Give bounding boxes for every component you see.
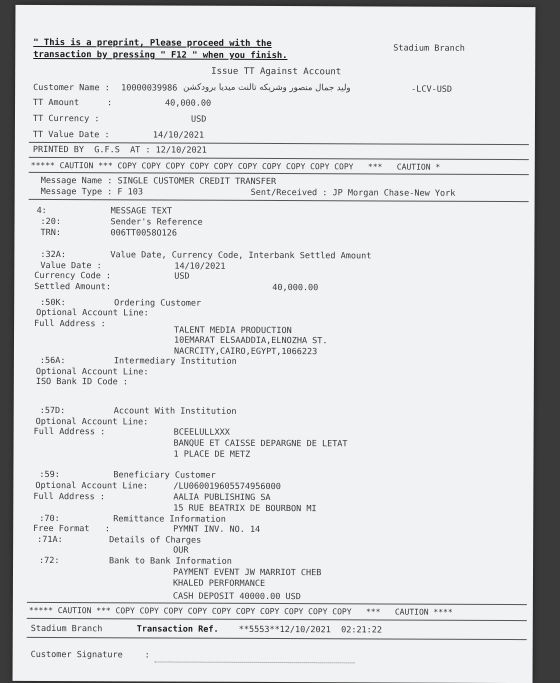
field-label: Sender's Reference: [110, 217, 203, 228]
field-label: Ordering Customer: [114, 298, 202, 309]
preprint-notice-line-1: " This is a preprint, Please proceed with the: [33, 37, 272, 49]
address-line: 15 RUE BEATRIX DE BOURBON MI: [173, 503, 317, 515]
transfer-printout: [13, 5, 536, 683]
transaction-ref-value: **5553**12/10/2021 02:21:22: [238, 624, 383, 636]
charges-value: OUR: [173, 545, 189, 556]
customer-signature-label: Customer Signature: [30, 649, 123, 661]
value-date-value: 14/10/2021: [174, 261, 226, 272]
customer-name-label: Customer Name :: [33, 82, 110, 94]
divider: [27, 602, 527, 605]
field-tag: Full Address :: [33, 491, 106, 503]
document-title: Issue TT Against Account: [211, 66, 342, 78]
customer-account-number: 10000039986: [121, 83, 178, 94]
field-tag: :50K:: [40, 297, 66, 309]
tt-amount-value: 40,000.00: [165, 98, 212, 109]
bank-info-line: CASH DEPOSIT 40000.00 USD: [172, 591, 301, 603]
field-label: Intermediary Institution: [113, 356, 237, 367]
transaction-ref-label: Transaction Ref.: [136, 624, 219, 635]
field-tag: :32A:: [40, 249, 67, 261]
field-label: Remittance Information: [113, 514, 226, 525]
field-label: Details of Charges: [109, 535, 202, 546]
tt-value-date-value: 14/10/2021: [152, 130, 205, 141]
divider: [29, 172, 529, 175]
remittance-value: PYMNT INV. NO. 14: [173, 524, 261, 535]
bank-info-line: PAYMENT EVENT JW MARRIOT CHEB: [172, 567, 322, 579]
caution-banner-bottom: ***** CAUTION *** COPY COPY COPY COPY COPY COPY COPY COPY COPY COPY *** CAUTION ****: [28, 605, 453, 617]
field-tag: Optional Account Line:: [35, 366, 149, 378]
branch-name: Stadium Branch: [393, 43, 465, 54]
field-label: MESSAGE TEXT: [110, 206, 173, 217]
field-label: Value Date, Currency Code, Interbank Settled Amount: [110, 250, 372, 262]
tt-amount-colon: :: [107, 98, 113, 109]
field-tag: Optional Account Line:: [35, 480, 148, 492]
bank-info-line: KHALED PERFORMANCE: [172, 578, 266, 589]
field-tag: :57D:: [39, 405, 66, 417]
currency-code-value: USD: [174, 271, 190, 282]
field-tag: TRN:: [40, 227, 61, 239]
customer-account-suffix: -LCV-USD: [411, 84, 453, 95]
field-tag: :71A:: [37, 534, 63, 546]
address-line: AALIA PUBLISHING SA: [173, 492, 271, 503]
printed-by-line: PRINTED BY G.F.S AT : 12/10/2021: [32, 144, 207, 156]
divider: [27, 637, 527, 640]
address-line: BANQUE ET CAISSE DEPARGNE DE LETAT: [173, 438, 348, 450]
address-line: 10EMARAT ELSAADDIA,ELNOZHA ST.: [173, 335, 328, 347]
address-line: NACRCITY,CAIRO,EGYPT,1066223: [173, 346, 318, 358]
caution-banner-top: ***** CAUTION *** COPY COPY COPY COPY COPY COPY COPY COPY COPY COPY *** CAUTION *: [30, 160, 441, 172]
address-line: 1 PLACE DE METZ: [173, 449, 251, 460]
divider: [29, 157, 529, 160]
field-tag: Optional Account Line:: [36, 307, 149, 319]
footer-branch: Stadium Branch: [30, 623, 103, 635]
tt-currency-value: USD: [190, 114, 207, 125]
field-label: Account With Institution: [113, 406, 237, 417]
divider: [27, 618, 527, 621]
field-tag: Full Address :: [33, 426, 106, 438]
address-line: TALENT MEDIA PRODUCTION: [174, 325, 292, 337]
field-tag: :20:: [40, 216, 62, 228]
field-label: Beneficiary Customer: [113, 470, 216, 481]
settled-amount-value: 40,000.00: [272, 282, 319, 294]
beneficiary-account: /LU060019605574956000: [173, 481, 281, 493]
signature-line: [155, 661, 355, 663]
field-tag: ISO Bank ID Code :: [35, 376, 128, 388]
field-tag: :59:: [39, 469, 60, 481]
tt-amount-label: TT Amount: [33, 97, 80, 109]
field-tag: Optional Account Line:: [35, 416, 149, 428]
field-tag: 4:: [36, 205, 47, 217]
field-tag: :56A:: [39, 355, 66, 367]
field-tag: :72:: [39, 555, 60, 567]
message-name: Message Name : SINGLE CUSTOMER CREDIT TRANSFER: [40, 175, 277, 188]
field-label: Bank to Bank Information: [109, 556, 232, 567]
field-tag: Settled Amount:: [34, 281, 112, 293]
divider: [29, 199, 529, 202]
sender-reference-value: 006TT0058O126: [110, 228, 178, 239]
field-tag: Free Format :: [33, 523, 110, 535]
tt-currency-label: TT Currency :: [32, 113, 100, 125]
field-tag: Value Date :: [40, 260, 102, 272]
field-tag: :70:: [39, 513, 60, 525]
sent-received: Sent/Received : JP Morgan Chase-New York: [250, 187, 456, 199]
field-tag: Currency Code :: [34, 270, 112, 282]
customer-name-arabic: وليد جمال منصور وشريكه تالنت ميديا برودكشن: [183, 82, 351, 94]
field-tag: Full Address :: [34, 318, 106, 330]
preprint-notice-line-2: transaction by pressing " F12 " when you finish.: [33, 49, 288, 62]
address-line: BCEELULLXXX: [173, 427, 230, 438]
customer-signature-colon: :: [144, 650, 150, 661]
tt-value-date-label: TT Value Date :: [32, 129, 110, 141]
message-type: Message Type : F 103: [40, 186, 144, 198]
